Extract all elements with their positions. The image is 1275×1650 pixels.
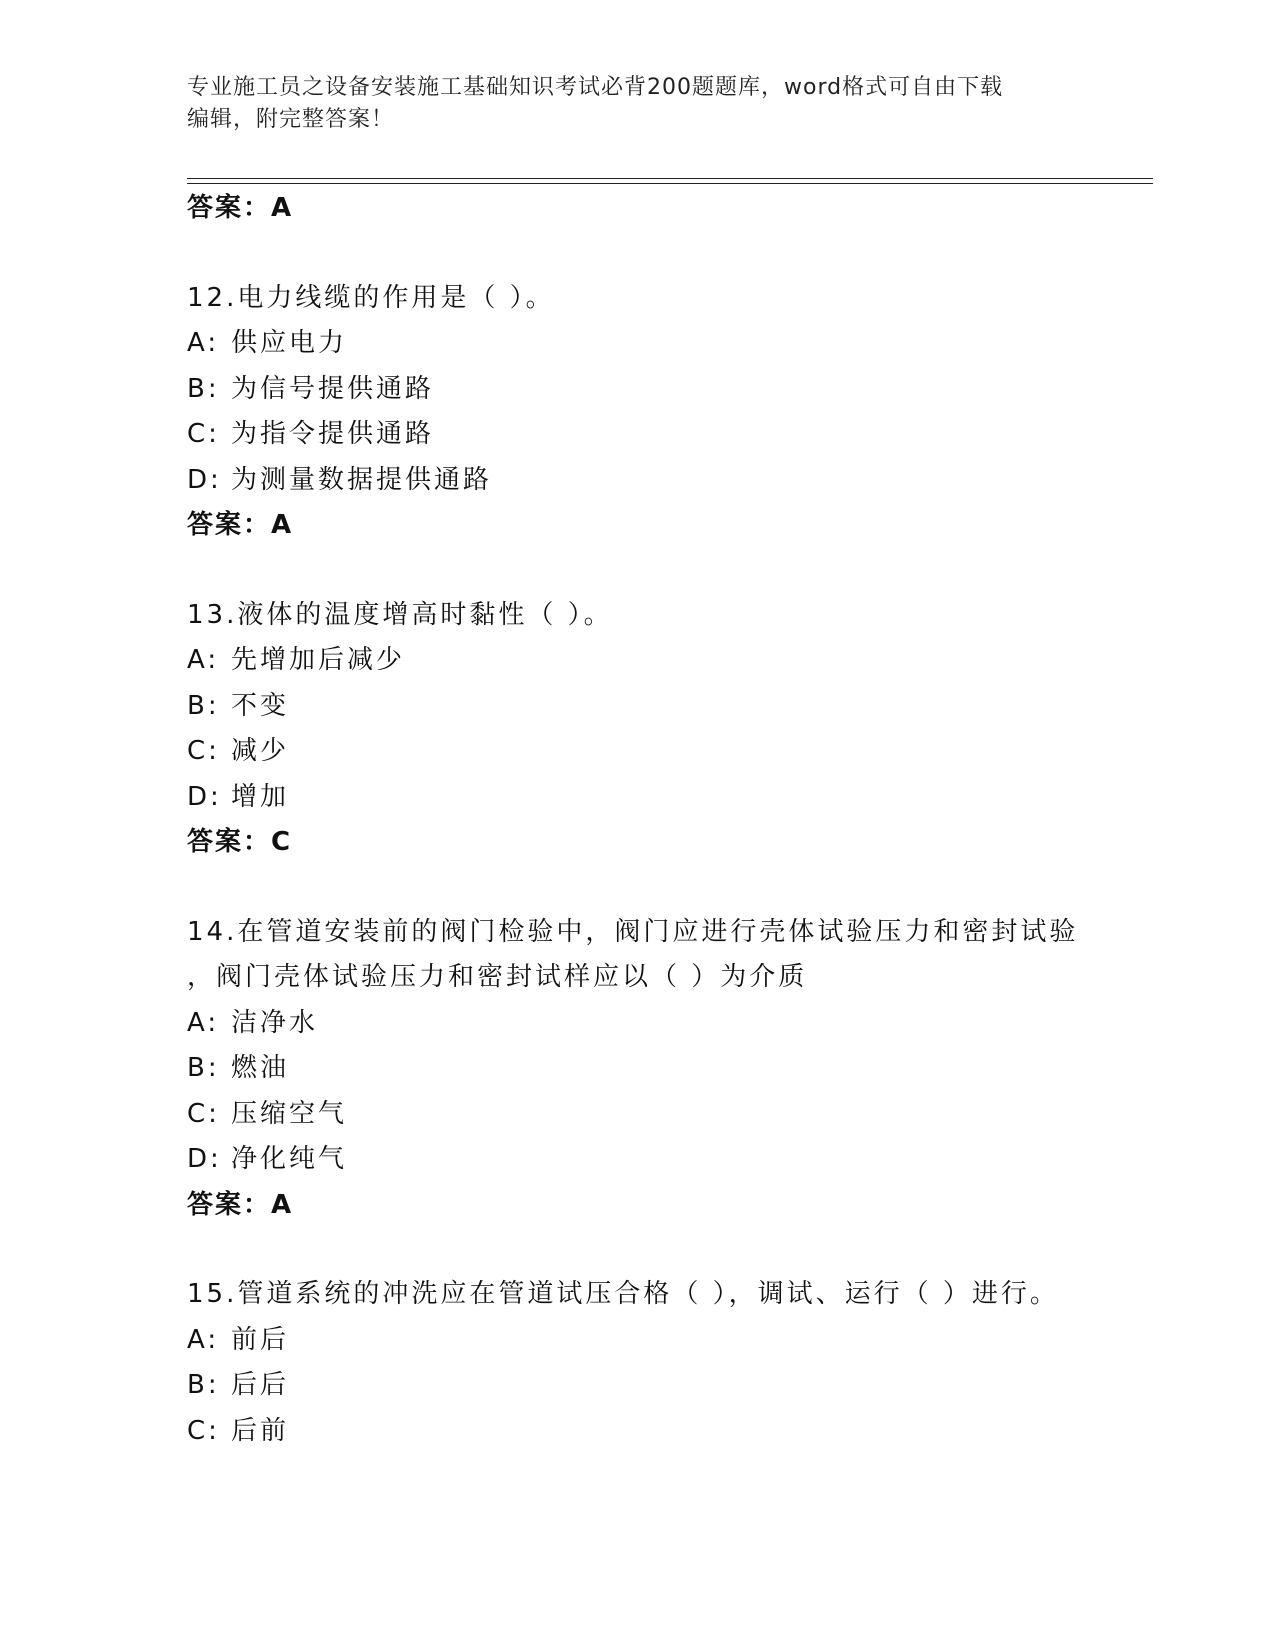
option-text: 先增加后减少: [231, 645, 406, 675]
document-body: [187, 186, 1087, 1454]
option-text: 燃油: [231, 1053, 290, 1083]
option-b: [187, 367, 1087, 413]
option-label: A:: [187, 1324, 220, 1355]
option-label: A:: [187, 645, 220, 675]
option-label: B:: [187, 690, 220, 721]
option-label: A:: [187, 1007, 220, 1038]
option-c: [187, 1092, 1087, 1138]
option-text: 为信号提供通路: [231, 373, 435, 404]
option-a: [187, 1318, 1087, 1364]
option-label: C:: [187, 1098, 220, 1129]
option-d: [187, 458, 1087, 504]
option-c: [187, 729, 1087, 775]
option-label: C:: [187, 1415, 220, 1446]
question-stem-continued: ，阀门壳体试验压力和密封试样应以（ ）为介质: [187, 962, 808, 992]
document-header: [187, 72, 1067, 136]
question-stem: 13.液体的温度增高时黏性（ ）。: [187, 599, 613, 630]
answer-line: 答案：A: [187, 1189, 294, 1220]
header-line-1: 专业施工员之设备安装施工基础知识考试必背200题题库，word格式可自由下载: [187, 75, 1004, 100]
option-text: 后后: [231, 1370, 290, 1400]
header-rule-top: [187, 178, 1153, 179]
option-text: 供应电力: [231, 328, 348, 358]
question-block: [187, 593, 1087, 866]
question-block: [187, 910, 1087, 1229]
option-label: B:: [187, 1053, 220, 1083]
option-a: [187, 1001, 1087, 1047]
option-c: [187, 1409, 1087, 1455]
option-c: [187, 412, 1087, 458]
header-rule-bottom: [187, 183, 1153, 184]
option-text: 洁净水: [231, 1007, 319, 1038]
answer-line: 答案：A: [187, 510, 294, 540]
option-text: 为指令提供通路: [231, 419, 435, 449]
option-text: 前后: [231, 1324, 290, 1355]
question-block: [187, 1272, 1087, 1454]
option-label: C:: [187, 419, 220, 449]
question-stem: 14.在管道安装前的阀门检验中，阀门应进行壳体试验压力和密封试验: [187, 916, 1079, 947]
option-label: A:: [187, 328, 220, 358]
option-a: [187, 321, 1087, 367]
option-b: [187, 1046, 1087, 1092]
option-label: B:: [187, 373, 220, 404]
option-b: [187, 1363, 1087, 1409]
option-d: [187, 775, 1087, 821]
answer-line: 答案：C: [187, 827, 293, 857]
option-a: [187, 638, 1087, 684]
option-label: D:: [187, 464, 222, 495]
option-label: D:: [187, 1144, 222, 1174]
option-text: 减少: [231, 736, 290, 766]
option-b: [187, 684, 1087, 730]
option-label: C:: [187, 736, 220, 766]
header-line-2: 编辑，附完整答案！: [187, 107, 395, 132]
option-text: 为测量数据提供通路: [231, 464, 493, 495]
question-block: [187, 276, 1087, 549]
question-stem: 12.电力线缆的作用是（ ）。: [187, 282, 555, 313]
option-text: 不变: [231, 690, 290, 721]
option-text: 增加: [231, 781, 290, 812]
option-label: D:: [187, 781, 222, 812]
answer-line: 答案：A: [187, 193, 294, 223]
option-text: 净化纯气: [231, 1144, 348, 1174]
option-text: 后前: [231, 1415, 290, 1446]
question-stem: 15.管道系统的冲洗应在管道试压合格（ ），调试、运行（ ）进行。: [187, 1279, 1059, 1309]
option-d: [187, 1137, 1087, 1183]
option-label: B:: [187, 1370, 220, 1400]
option-text: 压缩空气: [231, 1098, 348, 1129]
